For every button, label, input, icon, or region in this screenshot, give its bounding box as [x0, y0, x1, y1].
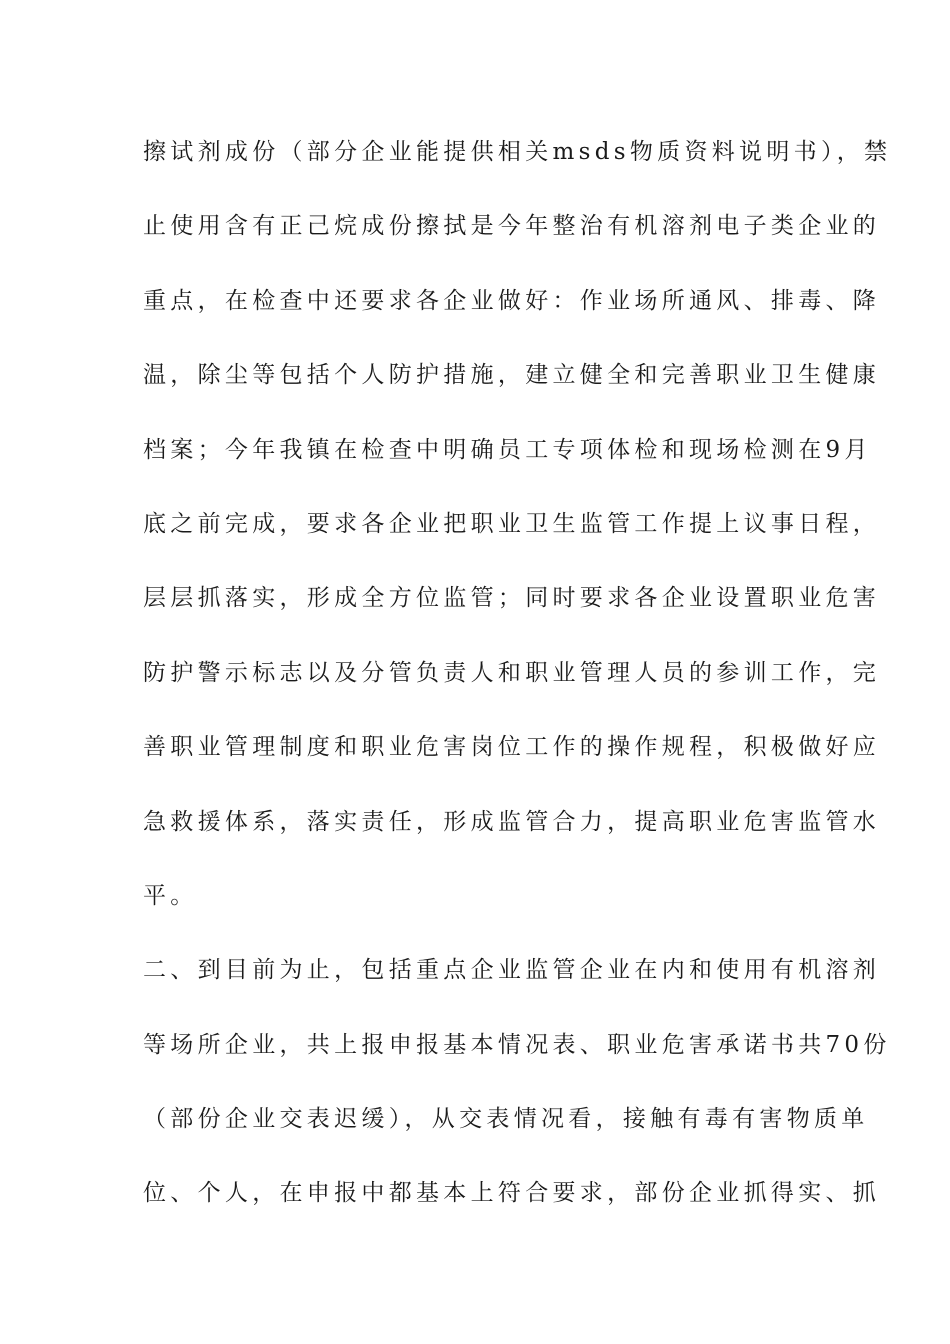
text-line: 等场所企业，共上报申报基本情况表、职业危害承诺书共70份 — [143, 1031, 891, 1058]
text-line: 平。 — [143, 882, 198, 909]
text-line: 二、到目前为止，包括重点企业监管企业在内和使用有机溶剂 — [143, 957, 881, 984]
text-line: 防护警示标志以及分管负责人和职业管理人员的参训工作，完 — [143, 659, 881, 686]
text-line: 擦试剂成份（部分企业能提供相关msds物质资料说明书），禁 — [143, 139, 892, 165]
text-line: 善职业管理制度和职业危害岗位工作的操作规程，积极做好应 — [143, 734, 881, 761]
text-line: 重点，在检查中还要求各企业做好：作业场所通风、排毒、降 — [143, 287, 881, 314]
body-text — [143, 132, 892, 1248]
text-line: 止使用含有正己烷成份擦拭是今年整治有机溶剂电子类企业的 — [143, 213, 881, 240]
text-line: 层层抓落实，形成全方位监管；同时要求各企业设置职业危害 — [143, 585, 881, 612]
text-line: （部份企业交表迟缓），从交表情况看，接触有毒有害物质单 — [143, 1106, 869, 1133]
text-line: 温，除尘等包括个人防护措施，建立健全和完善职业卫生健康 — [143, 362, 881, 389]
text-line: 位、个人，在申报中都基本上符合要求，部份企业抓得实、抓 — [143, 1180, 881, 1207]
text-line: 档案；今年我镇在检查中明确员工专项体检和现场检测在9月 — [143, 436, 872, 463]
text-line: 急救援体系，落实责任，形成监管合力，提高职业危害监管水 — [143, 808, 881, 835]
text-line: 底之前完成，要求各企业把职业卫生监管工作提上议事日程， — [143, 510, 881, 537]
